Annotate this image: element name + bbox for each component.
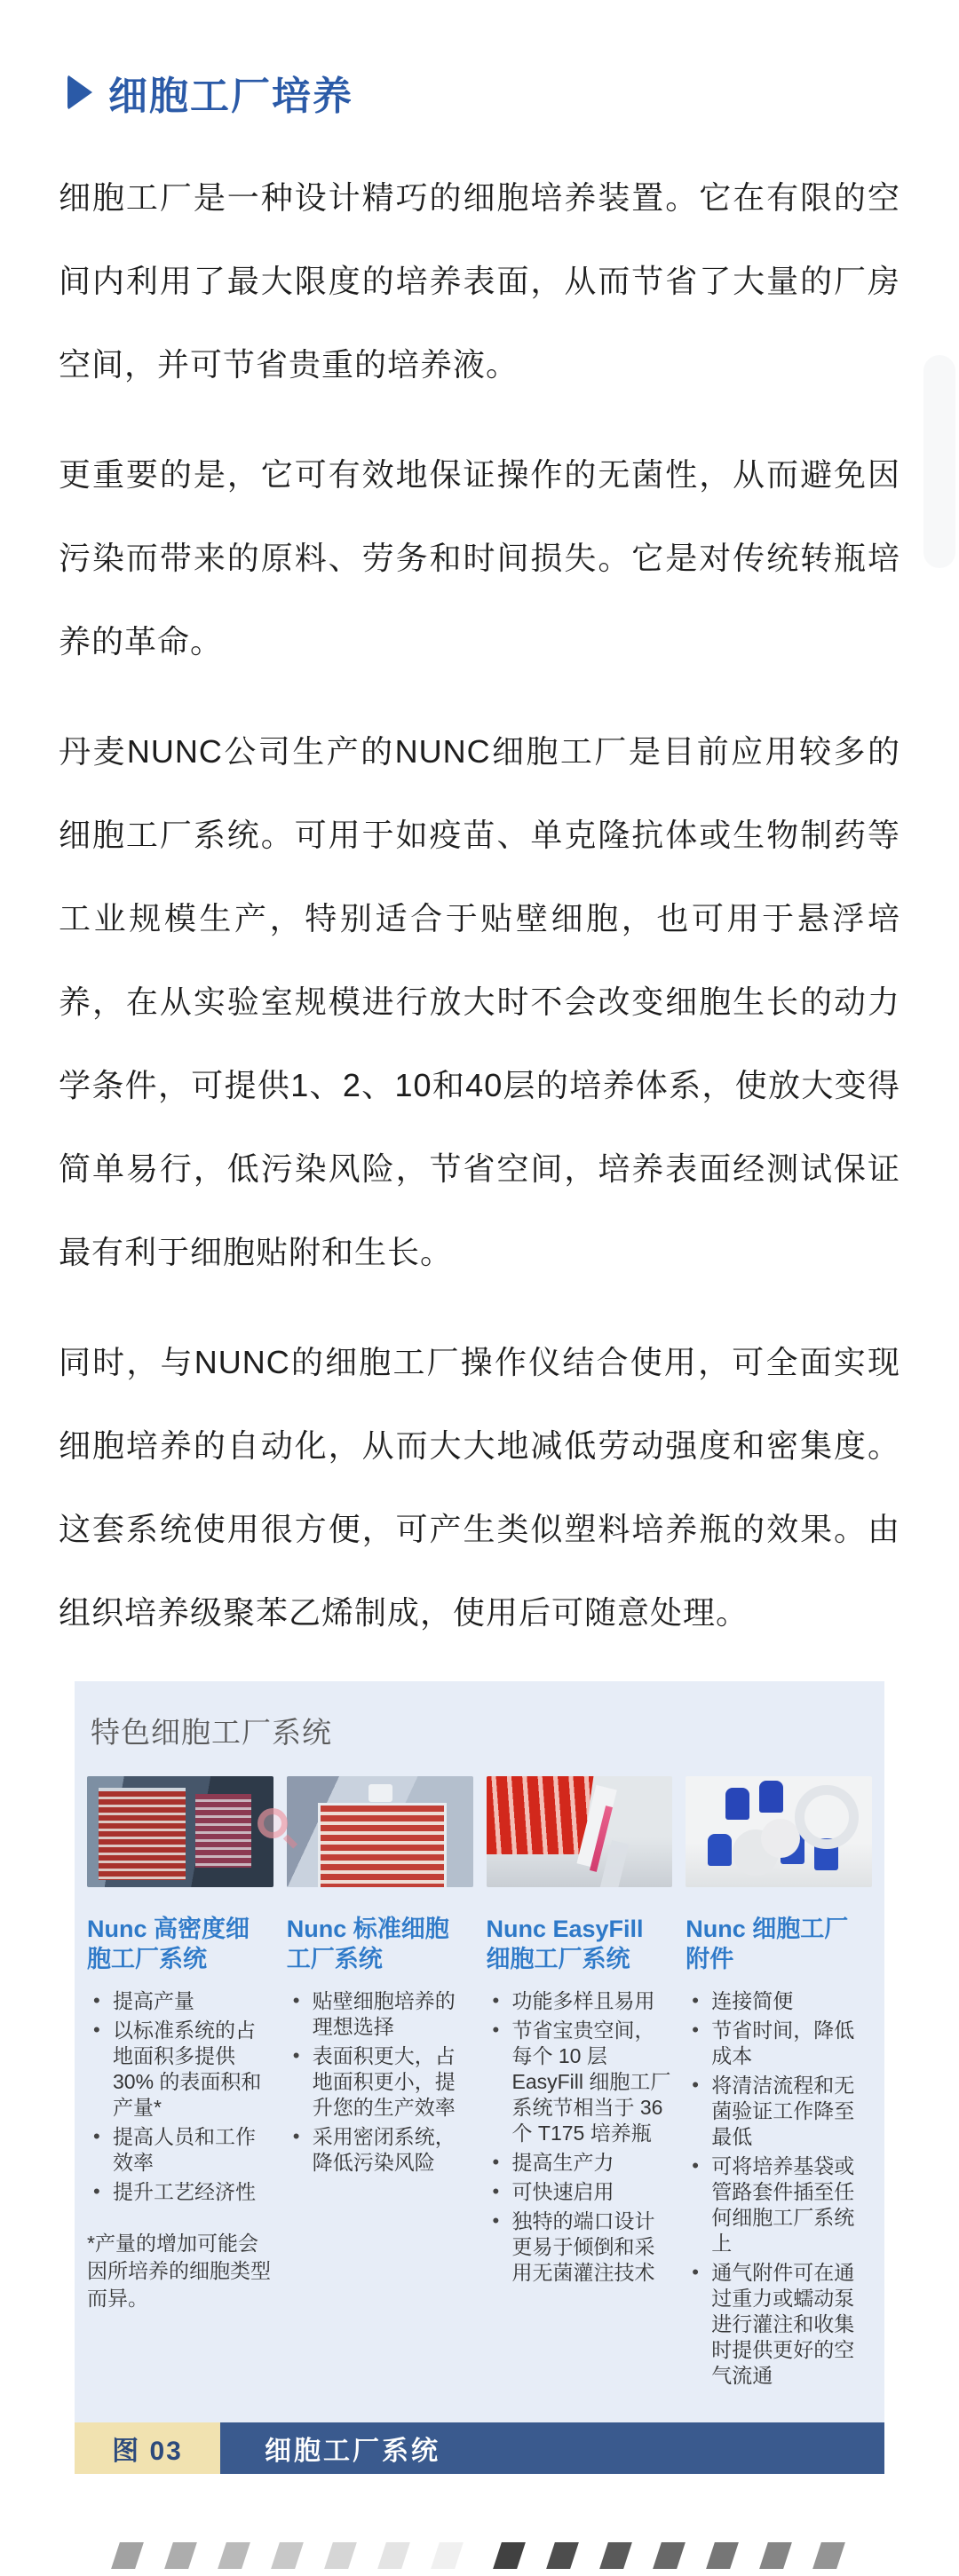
feature-item: • 可将培养基袋或管路套件插至任何细胞工厂系统上 bbox=[691, 2153, 872, 2256]
body-paragraph: 更重要的是，它可有效地保证操作的无菌性，从而避免因污染而带来的原料、劳务和时间损失。它是对传统转瓶培养的革命。 bbox=[59, 456, 900, 660]
product-feature-list bbox=[487, 1988, 673, 2286]
feature-item: • 提升工艺经济性 bbox=[92, 2179, 273, 2205]
feature-item: • 独特的端口设计更易于倾倒和采用无菌灌注技术 bbox=[492, 2209, 673, 2286]
product-column bbox=[487, 1776, 673, 2392]
product-photo-frame bbox=[686, 1776, 872, 1887]
feature-item: • 通气附件可在通过重力或蠕动泵进行灌注和收集时提供更好的空气流通 bbox=[691, 2260, 872, 2389]
decorative-stripe bbox=[431, 2542, 464, 2569]
product-title: Nunc 高密度细胞工厂系统 bbox=[87, 1916, 250, 1972]
cell-factory-accessories-photo[interactable] bbox=[686, 1776, 872, 1887]
decorative-stripe bbox=[493, 2542, 526, 2569]
decorative-stripe bbox=[218, 2542, 250, 2569]
feature-item: • 连接简便 bbox=[691, 1988, 872, 2014]
feature-item: • 提高生产力 bbox=[492, 2150, 673, 2176]
card-title: 特色细胞工厂系统 bbox=[91, 1716, 332, 1749]
product-title: Nunc 标准细胞工厂系统 bbox=[286, 1916, 449, 1972]
decorative-stripe bbox=[653, 2542, 686, 2569]
decorative-stripe bbox=[812, 2542, 845, 2569]
figure-number-badge: 图 03 bbox=[75, 2422, 220, 2474]
feature-item: • 可快速启用 bbox=[492, 2179, 673, 2205]
feature-item: • 节省时间，降低成本 bbox=[691, 2018, 872, 2069]
feature-item: • 将清洁流程和无菌验证工作降至最低 bbox=[691, 2073, 872, 2150]
product-title: Nunc EasyFill 细胞工厂系统 bbox=[486, 1916, 644, 1972]
feature-item: • 提高产量 bbox=[92, 1988, 273, 2014]
feature-item: • 表面积更大，占地面积更小，提升您的生产效率 bbox=[292, 2043, 473, 2121]
decorative-stripe bbox=[706, 2542, 739, 2569]
standard-cell-factory-photo[interactable] bbox=[287, 1776, 473, 1887]
product-column bbox=[287, 1776, 473, 2392]
product-photo-frame bbox=[87, 1776, 273, 1887]
high-density-cell-factory-photo[interactable] bbox=[87, 1776, 273, 1887]
featured-products-card bbox=[75, 1681, 884, 2474]
decorative-stripe bbox=[111, 2542, 144, 2569]
feature-item: • 节省宝贵空间，每个 10 层 EasyFill 细胞工厂系统节相当于 36 个 T175 培养瓶 bbox=[492, 2018, 673, 2146]
body-paragraph: 细胞工厂是一种设计精巧的细胞培养装置。它在有限的空间内利用了最大限度的培养表面，从而节省了大量的厂房空间，并可节省贵重的培养液。 bbox=[59, 179, 900, 383]
products-row bbox=[87, 1776, 872, 2392]
feature-item: • 采用密闭系统，降低污染风险 bbox=[292, 2124, 473, 2176]
figure-caption-bar bbox=[75, 2422, 884, 2474]
product-feature-list bbox=[87, 1988, 273, 2205]
product-photo-frame bbox=[487, 1776, 673, 1887]
footer-decorative-stripes bbox=[115, 2542, 870, 2569]
easyfill-cell-factory-photo[interactable] bbox=[487, 1776, 673, 1887]
decorative-stripe bbox=[759, 2542, 792, 2569]
feature-item: • 功能多样且易用 bbox=[492, 1988, 673, 2014]
decorative-stripe bbox=[164, 2542, 197, 2569]
figure-caption-text: 细胞工厂系统 bbox=[220, 2422, 884, 2474]
product-photo-frame bbox=[287, 1776, 473, 1887]
decorative-stripe bbox=[324, 2542, 357, 2569]
section-header bbox=[67, 64, 900, 121]
product-column bbox=[686, 1776, 872, 2392]
scrollbar-thumb[interactable] bbox=[923, 355, 955, 568]
section-title: 细胞工厂培养 bbox=[108, 75, 353, 118]
feature-item: • 提高人员和工作效率 bbox=[92, 2124, 273, 2176]
decorative-stripe bbox=[546, 2542, 579, 2569]
product-column bbox=[87, 1776, 273, 2392]
article-body bbox=[59, 156, 900, 1655]
body-paragraph: 丹麦NUNC公司生产的NUNC细胞工厂是目前应用较多的细胞工厂系统。可用于如疫苗、单克隆抗体或生物制药等工业规模生产，特别适合于贴壁细胞，也可用于悬浮培养，在从实验室规模进行放大时不会改变细胞生长的动力学条件，可提供1、2、10和40层的培养体系，使放大变得简单易行，低污染风险，节省空间，培养表面经测试保证最有利于细胞贴附和生长。 bbox=[59, 733, 900, 1270]
section-marker-triangle-icon bbox=[67, 75, 92, 110]
feature-item: • 以标准系统的占地面积多提供 30% 的表面积和产量* bbox=[92, 2018, 273, 2121]
card-content bbox=[75, 1681, 884, 2422]
product-feature-list bbox=[686, 1988, 872, 2389]
decorative-stripe bbox=[377, 2542, 410, 2569]
feature-item: • 贴壁细胞培养的理想选择 bbox=[292, 1988, 473, 2040]
decorative-stripe bbox=[271, 2542, 304, 2569]
image-zoom-magnifier-icon[interactable] bbox=[258, 1808, 288, 1838]
product-footnote: *产量的增加可能会因所培养的细胞类型而异。 bbox=[87, 2232, 271, 2310]
product-feature-list bbox=[287, 1988, 473, 2176]
decorative-stripe bbox=[599, 2542, 632, 2569]
body-paragraph: 同时，与NUNC的细胞工厂操作仪结合使用，可全面实现细胞培养的自动化，从而大大地减低劳动强度和密集度。这套系统使用很方便，可产生类似塑料培养瓶的效果。由组织培养级聚苯乙烯制成，使用后可随意处理。 bbox=[59, 1344, 900, 1631]
product-title: Nunc 细胞工厂附件 bbox=[686, 1916, 849, 1972]
